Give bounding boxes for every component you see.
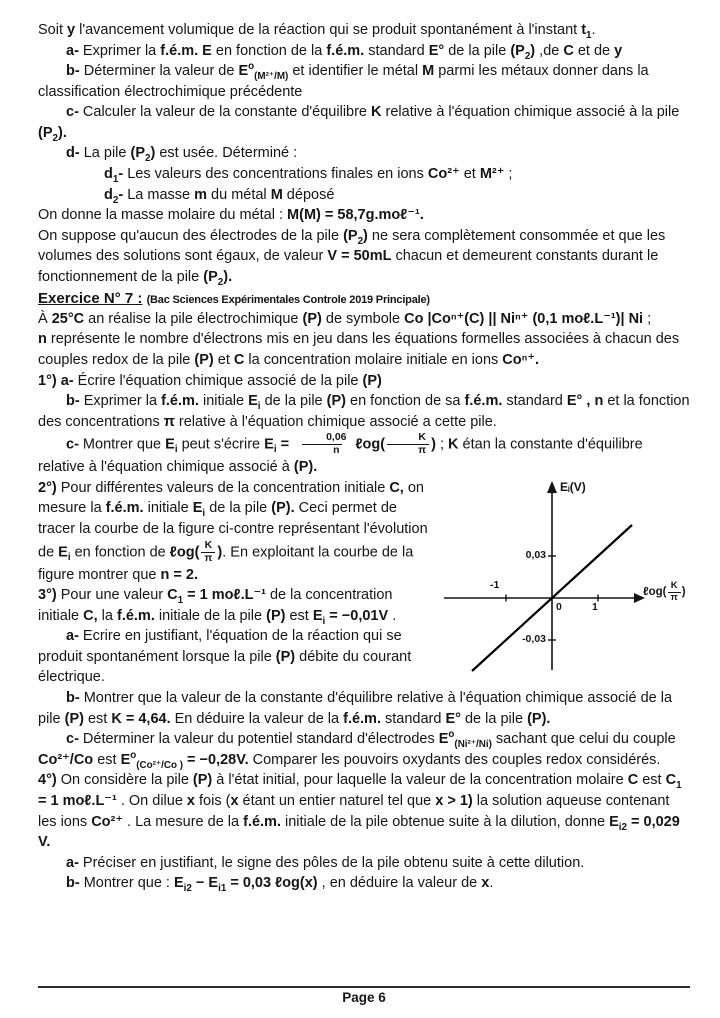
text-run: E <box>192 500 203 517</box>
text-run: (P) <box>302 310 322 327</box>
text-run: 2 <box>524 50 531 62</box>
text-run: de la pile <box>444 42 511 59</box>
text-run: Les valeurs des concentrations finales en ions <box>127 166 428 183</box>
text-run: l'avancement volumique de la réaction qui se produit spontanément à l'instant <box>75 22 582 38</box>
text-run: M²⁺ <box>479 166 505 183</box>
text-run: ) <box>530 42 536 59</box>
text-run: Ceci permet de tracer la courbe de la figure ci-contre représentant l'évolution de <box>38 500 428 560</box>
text-run: ) <box>431 436 436 453</box>
text-run: Exprimer la <box>82 42 161 59</box>
text-run: d <box>104 166 113 183</box>
text-run: et la fonction des concentrations <box>38 393 690 430</box>
text-run: la <box>97 607 117 624</box>
exercise-intro-2 <box>38 329 690 370</box>
text-run: = 0,03 ℓog(x) <box>226 875 318 892</box>
text-run: 3°) <box>38 587 57 604</box>
text-run: E° <box>445 710 461 727</box>
text-run: E° <box>428 42 445 59</box>
figure-x-axis-label <box>643 581 686 604</box>
xlabel-fraction: $\frac{K}{\pi}$ <box>668 581 681 604</box>
text-run: Montrer que la valeur de la constante d'équilibre relative à l'équation chimique associé de la pile <box>38 690 673 727</box>
text-run: , <box>582 393 595 410</box>
text-run: standard <box>364 42 429 59</box>
figure-plot <box>440 478 690 678</box>
text-run: (P) <box>326 393 346 410</box>
text-run: V = 50mL <box>327 248 392 265</box>
question-3c <box>38 729 690 770</box>
text-run: 1°) a- <box>38 372 78 389</box>
text-run: Pour différentes valeurs de la concentration initiale <box>56 479 390 496</box>
text-run: n <box>160 566 170 583</box>
text-run: i <box>257 401 261 413</box>
text-run: K = 4,64. <box>111 710 171 727</box>
text-run: 4°) <box>38 772 57 789</box>
text-run: de la pile <box>205 500 272 517</box>
text-run: étan la constante d'équilibre relative à l'équation chimique associé à <box>38 436 643 476</box>
question-1c <box>38 432 690 478</box>
x-tick-label-zero: 0 <box>556 600 562 613</box>
text-run: E <box>58 543 68 560</box>
text-run: (P). <box>527 710 551 727</box>
text-run: Déterminer la valeur du potentiel standard d'électrodes <box>82 731 439 748</box>
text-run: y <box>614 42 623 59</box>
text-run: (P <box>510 42 525 59</box>
text-run: initiale de la pile <box>154 607 267 624</box>
text-run: initiale <box>143 500 193 517</box>
text-run: sachant que celui du couple <box>491 731 676 748</box>
text-run: Co²⁺ <box>91 813 124 830</box>
text-run: ) <box>217 543 223 560</box>
paragraph-intro-y <box>38 20 690 41</box>
text-run: = −0,01V <box>325 607 389 624</box>
text-run: Montrer que : <box>83 875 174 892</box>
text-run: initiale de la pile obtenue suite à la dilution, donne <box>280 813 610 830</box>
text-run: Comparer les pouvoirs oxydants des couples redox considérés. <box>248 751 661 768</box>
text-run: Préciser en justifiant, le signe des pôles de la pile obtenu suite à cette dilution. <box>82 854 585 871</box>
text-run: a- <box>66 628 83 645</box>
text-run: ; <box>643 310 652 327</box>
text-run: n <box>594 393 604 410</box>
text-run: la concentration molaire initiale en ions <box>244 351 503 368</box>
text-run: - <box>118 186 128 203</box>
question-b <box>38 61 690 102</box>
text-run: (Bac Sciences Expérimentales Controle 2019 Principale) <box>146 293 430 306</box>
text-run: M <box>270 186 283 203</box>
text-run: est usée. Déterminé : <box>155 145 298 162</box>
text-run: E <box>165 436 175 453</box>
text-run: i <box>174 444 178 456</box>
text-run: ℓog( <box>169 543 200 560</box>
text-run: est <box>83 710 112 727</box>
text-run: ) <box>150 145 156 162</box>
text-run: E <box>609 813 619 830</box>
text-run: f.é.m. <box>161 393 199 410</box>
text-run: relative à l'équation chimique associé a cette pile. <box>174 413 497 430</box>
text-run: (Co²⁺/Co ) <box>136 759 184 771</box>
text-run: f.é.m. <box>116 607 155 624</box>
text-run: (P <box>343 227 358 244</box>
text-run: Déterminer la valeur de <box>83 63 239 80</box>
text-run: (P). <box>293 459 318 476</box>
text-run: = 0,029 V. <box>38 813 680 851</box>
text-run: f.é.m. E <box>160 42 212 59</box>
text-run: et <box>213 351 234 368</box>
text-run: ℓog( <box>351 436 386 453</box>
text-run: a- <box>66 854 83 871</box>
x-tick-label-pos1: 1 <box>592 600 598 613</box>
text-run: K <box>448 436 459 453</box>
text-run: C <box>627 772 639 789</box>
text-run: est <box>285 607 313 624</box>
text-run: f.é.m. <box>343 710 381 727</box>
text-run: (P) <box>275 648 296 665</box>
text-run: 1 <box>586 29 592 41</box>
text-run: E <box>238 63 249 80</box>
text-run: i <box>202 508 206 520</box>
text-run: En déduire la valeur de la <box>170 710 344 727</box>
text-run: en fonction de la <box>211 42 327 59</box>
text-run: 2 <box>217 276 224 288</box>
text-run: et identifier le métal <box>288 63 423 80</box>
text-run: (P) <box>192 772 213 789</box>
text-run: f.é.m. <box>243 813 281 830</box>
text-run: = −0,28V. <box>183 751 249 768</box>
question-d1 <box>38 164 690 185</box>
text-run: 2 <box>144 153 151 165</box>
exercise-heading <box>38 288 690 309</box>
question-d2 <box>38 185 690 206</box>
text-run: C, <box>389 479 404 496</box>
text-run: Co²⁺/Co <box>38 751 94 768</box>
text-run: x <box>481 875 490 892</box>
question-1a <box>38 371 690 392</box>
note-molar-mass <box>38 205 690 226</box>
text-run: relative à l'équation chimique associé à la pile <box>381 104 680 121</box>
text-run: b- <box>66 690 84 707</box>
question-4 <box>38 770 690 852</box>
question-4b <box>38 873 690 894</box>
text-run: E <box>312 607 323 624</box>
text-run: en fonction de <box>70 543 170 560</box>
text-run: b- <box>66 875 84 892</box>
text-run: c- <box>66 436 83 453</box>
text-run: déposé <box>282 186 335 203</box>
text-run: La masse <box>127 186 195 203</box>
text-run: f.é.m. <box>326 42 365 59</box>
figure-y-axis-label: Eᵢ(V) <box>560 479 586 494</box>
question-d <box>38 143 690 164</box>
text-run: b- <box>66 63 84 80</box>
text-run: Soit <box>38 22 68 38</box>
text-run: . En exploitant la courbe de la figure montrer que <box>38 543 414 583</box>
text-run: an réalise la pile électrochimique <box>84 310 303 327</box>
text-run: = 2. <box>169 566 198 583</box>
figure-ei-vs-log <box>440 478 690 678</box>
text-run: M(M) = 58,7g.moℓ⁻¹. <box>287 207 424 224</box>
text-run: fois ( <box>195 792 231 809</box>
text-run: ) <box>363 227 368 244</box>
text-run: - <box>118 166 128 183</box>
text-run: x <box>186 792 195 809</box>
text-run: π <box>163 413 175 430</box>
text-run: = 1 moℓ.L⁻¹ <box>183 587 266 604</box>
text-run: i2 <box>618 821 627 833</box>
text-run: Calculer la valeur de la constante d'équilibre <box>82 104 372 121</box>
text-run: représente le nombre d'électrons mis en jeu dans les équations formelles associées à chacun des couples redox de la pile <box>38 331 680 368</box>
text-run: On donne la masse molaire du métal : <box>38 207 288 224</box>
text-run: d- <box>66 145 84 162</box>
text-run: ,de <box>535 42 564 59</box>
text-run: parmi les métaux donner dans la classification électrochimique précédente <box>38 63 649 100</box>
text-run: de la pile <box>260 393 327 410</box>
document-body <box>38 20 690 894</box>
text-run: (Ni²⁺/Ni) <box>454 739 492 751</box>
text-run: (P) <box>194 351 214 368</box>
text-run: étant un entier naturel tel que <box>238 792 436 809</box>
text-run: initiale <box>198 393 249 410</box>
text-run: a- <box>66 42 83 59</box>
text-run: i <box>322 615 326 627</box>
text-run: C <box>665 772 677 789</box>
question-4a <box>38 853 690 874</box>
inline-fraction: $\frac{K}{\pi}$ <box>201 540 215 565</box>
text-run: K <box>371 104 382 121</box>
text-run: du métal <box>207 186 271 203</box>
text-run: à l'état initial, pour laquelle la valeur de la concentration molaire <box>212 772 628 789</box>
text-run: (P) <box>362 372 382 389</box>
text-run: Pour une valeur <box>56 587 168 604</box>
text-run: ne sera complètement consommée et que les volumes des solutions sont égaux, de valeur <box>38 227 666 265</box>
text-run: 1 <box>112 173 119 185</box>
text-run: E <box>248 393 258 410</box>
text-run: c- <box>66 731 83 748</box>
text-run: i1 <box>218 883 227 895</box>
text-run: (P) <box>64 710 84 727</box>
text-run: > 1) <box>443 792 473 809</box>
text-run: et <box>459 166 480 183</box>
note-assumptions <box>38 226 690 288</box>
x-tick-label-neg1: -1 <box>490 578 500 591</box>
text-run: . La mesure de la <box>123 813 244 830</box>
text-run: M <box>422 63 435 80</box>
text-run: Co²⁺ <box>427 166 460 183</box>
text-run: (P <box>203 268 218 285</box>
text-run: f.é.m. <box>105 500 144 517</box>
text-run: . <box>388 607 397 624</box>
text-run: de la pile <box>460 710 528 727</box>
text-run: 2°) <box>38 479 57 496</box>
text-run: en fonction de sa <box>346 393 465 410</box>
text-run: On suppose qu'aucun des électrodes de la pile <box>38 227 344 244</box>
y-tick-label-pos: 0,03 <box>525 548 546 561</box>
text-run: 2 <box>112 194 119 206</box>
text-run: La pile <box>83 145 131 162</box>
text-run: o <box>248 61 255 73</box>
text-run: standard <box>380 710 446 727</box>
y-axis-arrow-icon <box>547 481 557 493</box>
text-run: C <box>563 42 574 59</box>
question-c <box>38 102 690 143</box>
text-run: Montrer que <box>82 436 166 453</box>
text-run: 2 <box>52 132 58 144</box>
text-run: est <box>638 772 666 789</box>
text-run: i <box>67 551 71 563</box>
text-run: 1 <box>177 595 184 607</box>
question-3b <box>38 688 690 729</box>
text-run: E <box>173 875 184 892</box>
text-run: ). <box>57 124 67 141</box>
text-run: est <box>93 751 121 768</box>
xlabel-open-paren: ( <box>662 586 667 599</box>
text-run: c- <box>66 104 83 121</box>
y-tick-label-neg: -0,03 <box>522 632 546 645</box>
text-run: Écrire l'équation chimique associé de la pile <box>77 372 363 389</box>
text-run: Coⁿ⁺. <box>502 351 540 368</box>
text-run: Co |Coⁿ⁺(C) || Niⁿ⁺ (0,1 moℓ.L⁻¹)| Ni <box>404 310 644 327</box>
text-run: À <box>38 310 52 327</box>
text-run: E <box>264 436 274 453</box>
page-number: Page 6 <box>342 990 386 1005</box>
text-run: E <box>438 731 449 748</box>
text-run: x <box>230 792 239 809</box>
text-run: i2 <box>183 883 192 895</box>
text-run: = <box>276 436 294 453</box>
text-run: (P) <box>266 607 286 624</box>
text-run: ; <box>504 166 513 183</box>
text-run: o <box>130 749 137 761</box>
text-run: Exercice N° 7 : <box>38 289 143 307</box>
text-run: 25°C <box>51 310 85 327</box>
text-run: C <box>167 587 178 604</box>
text-run: b- <box>66 393 84 410</box>
text-run: de symbole <box>321 310 405 327</box>
text-run: C <box>233 351 245 368</box>
text-run: E° <box>566 393 583 410</box>
text-run: de la concentration initiale <box>38 587 393 624</box>
text-run: débite du courant électrique. <box>38 648 412 686</box>
xlabel-log: ℓog <box>643 586 663 599</box>
text-run: 1 <box>676 780 682 792</box>
text-run: o <box>448 729 455 741</box>
text-run: i <box>273 444 277 456</box>
text-run: Ecrire en justifiant, l'équation de la réaction qui se produit spontanément lorsque la pile <box>38 628 402 665</box>
text-run: E <box>120 751 131 768</box>
text-run: (P). <box>271 500 295 517</box>
text-run: C, <box>83 607 98 624</box>
text-run: n <box>38 331 47 348</box>
text-run: chacun et demeurent constants durant le fonctionnement de la pile <box>38 248 659 285</box>
text-run: la solution aqueuse contenant les ions <box>38 792 670 830</box>
text-run: − E <box>191 875 219 892</box>
text-run: f.é.m. <box>464 393 503 410</box>
text-run: standard <box>502 393 567 410</box>
text-run: (M²⁺/M) <box>254 71 289 83</box>
text-run: 2 <box>357 235 364 247</box>
exercise-intro <box>38 309 690 330</box>
text-run: (P <box>130 145 145 162</box>
inline-fraction: $\frac{0,06}{n}$ <box>295 432 349 457</box>
text-run: . <box>591 22 596 38</box>
question-a <box>38 41 690 62</box>
text-run: m <box>194 186 208 203</box>
text-run: . <box>489 875 494 892</box>
text-run: . On dilue <box>116 792 187 809</box>
text-run: , en déduire la valeur de <box>317 875 482 892</box>
inline-fraction: $\frac{K}{\pi}$ <box>387 432 429 457</box>
xlabel-close-paren: ) <box>681 586 686 599</box>
text-run: ). <box>223 268 233 285</box>
text-run: peut s'écrire <box>177 436 265 453</box>
text-run: = 1 moℓ.L⁻¹ <box>38 792 117 809</box>
text-run: on mesure la <box>38 479 424 517</box>
text-run: (P <box>38 124 53 141</box>
text-run: ; <box>435 436 449 453</box>
text-run: t <box>581 22 587 38</box>
question-1b <box>38 391 690 432</box>
text-run: x <box>435 792 444 809</box>
text-run: d <box>104 186 113 203</box>
text-run: Exprimer la <box>83 393 162 410</box>
text-run: On considère la pile <box>56 772 193 789</box>
page-footer <box>38 986 690 1006</box>
text-run: y <box>67 22 76 38</box>
text-run: et de <box>573 42 615 59</box>
